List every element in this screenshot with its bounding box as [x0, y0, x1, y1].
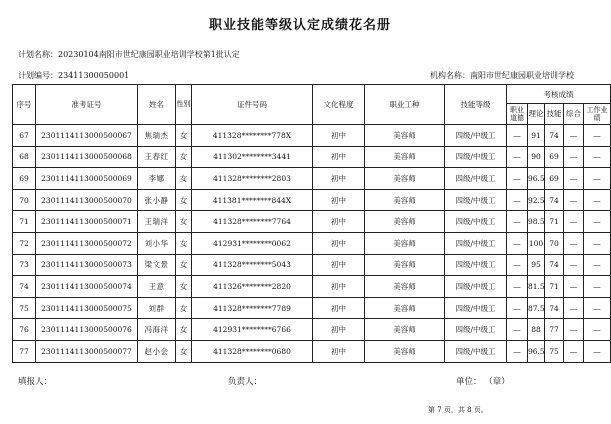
cell-level: 四级/中级工: [445, 276, 507, 298]
cell-education: 初中: [313, 297, 365, 319]
cell-work-performance: —: [584, 319, 611, 341]
cell-occupation: 美容师: [365, 297, 445, 319]
header-id-no: 证件号码: [192, 85, 313, 125]
cell-comprehensive: —: [564, 254, 584, 276]
table-row: [13, 125, 611, 147]
cell-exam-no: 2301114113000500069: [36, 168, 138, 190]
cell-exam-no: 2301114113000500070: [36, 189, 138, 211]
cell-ethics: —: [507, 211, 528, 233]
header-work-performance: 工作业绩: [584, 104, 611, 125]
cell-occupation: 美容师: [365, 125, 445, 147]
cell-occupation: 美容师: [365, 189, 445, 211]
cell-gender: 女: [176, 168, 192, 190]
unit-seal-label: 单位： （章）: [456, 377, 510, 387]
cell-occupation: 美容师: [365, 319, 445, 341]
cell-id-no: 411328********7789: [192, 297, 313, 319]
cell-ethics: —: [507, 276, 528, 298]
cell-exam-no: 2301114113000500072: [36, 232, 138, 254]
cell-education: 初中: [313, 340, 365, 362]
responsible-label: 负责人：: [228, 377, 263, 387]
header-name: 姓名: [138, 85, 176, 125]
cell-education: 初中: [313, 125, 365, 147]
cell-seq: 68: [13, 146, 36, 168]
cell-gender: 女: [176, 254, 192, 276]
cell-skill: 74: [545, 189, 564, 211]
cell-name: 冯海洋: [138, 319, 176, 341]
table-row: [13, 211, 611, 233]
cell-id-no: 411328********778X: [192, 125, 313, 147]
organization-name: 机构名称：南阳市世纪康园职业培训学校: [430, 71, 574, 80]
cell-level: 四级/中级工: [445, 254, 507, 276]
cell-name: 王瑞洋: [138, 211, 176, 233]
page-title: 职业技能等级认定成绩花名册: [208, 18, 391, 33]
cell-skill: 71: [545, 276, 564, 298]
cell-comprehensive: —: [564, 340, 584, 362]
cell-comprehensive: —: [564, 146, 584, 168]
cell-id-no: 411328********7764: [192, 211, 313, 233]
header-seq: 序号: [13, 85, 36, 125]
cell-seq: 70: [13, 189, 36, 211]
cell-exam-no: 2301114113000500075: [36, 297, 138, 319]
cell-seq: 72: [13, 232, 36, 254]
header-comprehensive: 综合: [564, 104, 584, 125]
cell-work-performance: —: [584, 232, 611, 254]
cell-skill: 74: [545, 254, 564, 276]
cell-theory: 95: [528, 254, 545, 276]
cell-seq: 71: [13, 211, 36, 233]
cell-skill: 77: [545, 319, 564, 341]
header-occupation: 职业工种: [365, 85, 445, 125]
cell-skill: 70: [545, 232, 564, 254]
cell-name: 王意: [138, 276, 176, 298]
cell-theory: 96.5: [528, 340, 545, 362]
cell-exam-no: 2301114113000500071: [36, 211, 138, 233]
score-roster-table: [12, 84, 611, 363]
cell-work-performance: —: [584, 146, 611, 168]
cell-comprehensive: —: [564, 189, 584, 211]
cell-gender: 女: [176, 319, 192, 341]
cell-seq: 74: [13, 276, 36, 298]
cell-level: 四级/中级工: [445, 211, 507, 233]
filler-label: 填报人：: [18, 377, 53, 387]
cell-skill: 74: [545, 297, 564, 319]
cell-work-performance: —: [584, 168, 611, 190]
cell-ethics: —: [507, 232, 528, 254]
cell-work-performance: —: [584, 276, 611, 298]
cell-gender: 女: [176, 232, 192, 254]
cell-ethics: —: [507, 319, 528, 341]
cell-work-performance: —: [584, 189, 611, 211]
header-skill: 技能: [545, 104, 564, 125]
cell-exam-no: 2301114113000500073: [36, 254, 138, 276]
cell-id-no: 411326********2820: [192, 276, 313, 298]
cell-comprehensive: —: [564, 297, 584, 319]
header-level: 技能等级: [445, 85, 507, 125]
cell-theory: 90: [528, 146, 545, 168]
cell-skill: 74: [545, 125, 564, 147]
cell-theory: 98.5: [528, 211, 545, 233]
cell-id-no: 411381********844X: [192, 189, 313, 211]
header-gender: 性别: [176, 85, 192, 125]
cell-seq: 76: [13, 319, 36, 341]
cell-skill: 69: [545, 146, 564, 168]
cell-exam-no: 2301114113000500077: [36, 340, 138, 362]
cell-seq: 67: [13, 125, 36, 147]
cell-gender: 女: [176, 276, 192, 298]
cell-exam-no: 2301114113000500076: [36, 319, 138, 341]
cell-gender: 女: [176, 146, 192, 168]
cell-comprehensive: —: [564, 276, 584, 298]
cell-comprehensive: —: [564, 125, 584, 147]
cell-exam-no: 2301114113000500074: [36, 276, 138, 298]
cell-gender: 女: [176, 189, 192, 211]
table-row: [13, 168, 611, 190]
cell-ethics: —: [507, 189, 528, 211]
cell-education: 初中: [313, 232, 365, 254]
cell-level: 四级/中级工: [445, 340, 507, 362]
cell-education: 初中: [313, 189, 365, 211]
cell-level: 四级/中级工: [445, 168, 507, 190]
cell-level: 四级/中级工: [445, 297, 507, 319]
cell-occupation: 美容师: [365, 168, 445, 190]
cell-education: 初中: [313, 319, 365, 341]
cell-seq: 69: [13, 168, 36, 190]
cell-ethics: —: [507, 146, 528, 168]
table-row: [13, 146, 611, 168]
header-education: 文化程度: [313, 85, 365, 125]
cell-education: 初中: [313, 254, 365, 276]
cell-skill: 69: [545, 168, 564, 190]
cell-comprehensive: —: [564, 232, 584, 254]
table-row: [13, 232, 611, 254]
cell-work-performance: —: [584, 211, 611, 233]
cell-ethics: —: [507, 125, 528, 147]
cell-gender: 女: [176, 211, 192, 233]
table-row: [13, 319, 611, 341]
cell-level: 四级/中级工: [445, 232, 507, 254]
cell-id-no: 412931********6766: [192, 319, 313, 341]
table-row: [13, 254, 611, 276]
cell-id-no: 411302********3441: [192, 146, 313, 168]
cell-occupation: 美容师: [365, 340, 445, 362]
cell-comprehensive: —: [564, 319, 584, 341]
cell-theory: 92.5: [528, 189, 545, 211]
plan-number: 计划编号：23411300050001: [18, 71, 130, 80]
cell-comprehensive: —: [564, 211, 584, 233]
cell-education: 初中: [313, 146, 365, 168]
header-exam-no: 准考证号: [36, 85, 138, 125]
cell-occupation: 美容师: [365, 254, 445, 276]
cell-work-performance: —: [584, 340, 611, 362]
cell-id-no: 411328********5043: [192, 254, 313, 276]
cell-id-no: 412931********0062: [192, 232, 313, 254]
cell-theory: 87.5: [528, 297, 545, 319]
cell-skill: 75: [545, 340, 564, 362]
cell-name: 刘群: [138, 297, 176, 319]
cell-work-performance: —: [584, 125, 611, 147]
table-row: [13, 189, 611, 211]
cell-occupation: 美容师: [365, 276, 445, 298]
cell-theory: 100: [528, 232, 545, 254]
plan-name: 计划名称：20230104南阳市世纪康园职业培训学校第1批认定: [18, 50, 240, 59]
cell-gender: 女: [176, 340, 192, 362]
cell-name: 王春红: [138, 146, 176, 168]
cell-occupation: 美容师: [365, 232, 445, 254]
cell-name: 焦瑞杰: [138, 125, 176, 147]
cell-name: 梁文景: [138, 254, 176, 276]
cell-seq: 73: [13, 254, 36, 276]
cell-ethics: —: [507, 297, 528, 319]
cell-comprehensive: —: [564, 168, 584, 190]
cell-seq: 75: [13, 297, 36, 319]
cell-exam-no: 2301114113000500067: [36, 125, 138, 147]
cell-ethics: —: [507, 168, 528, 190]
cell-name: 刘小华: [138, 232, 176, 254]
cell-gender: 女: [176, 297, 192, 319]
cell-level: 四级/中级工: [445, 125, 507, 147]
cell-theory: 88: [528, 319, 545, 341]
cell-exam-no: 2301114113000500068: [36, 146, 138, 168]
cell-occupation: 美容师: [365, 146, 445, 168]
cell-id-no: 411328********2803: [192, 168, 313, 190]
cell-education: 初中: [313, 168, 365, 190]
cell-level: 四级/中级工: [445, 146, 507, 168]
table-row: [13, 276, 611, 298]
cell-theory: 91: [528, 125, 545, 147]
cell-name: 李娜: [138, 168, 176, 190]
cell-gender: 女: [176, 125, 192, 147]
header-theory: 理论: [528, 104, 545, 125]
cell-education: 初中: [313, 211, 365, 233]
cell-theory: 81.5: [528, 276, 545, 298]
cell-work-performance: —: [584, 254, 611, 276]
table-row: [13, 340, 611, 362]
cell-name: 赵小会: [138, 340, 176, 362]
header-ethics: 职业道德: [507, 104, 528, 125]
cell-education: 初中: [313, 276, 365, 298]
header-scores: 考核成绩: [507, 85, 611, 104]
cell-id-no: 411328********0680: [192, 340, 313, 362]
cell-seq: 77: [13, 340, 36, 362]
cell-skill: 71: [545, 211, 564, 233]
cell-ethics: —: [507, 254, 528, 276]
cell-level: 四级/中级工: [445, 189, 507, 211]
table-row: [13, 297, 611, 319]
cell-level: 四级/中级工: [445, 319, 507, 341]
cell-ethics: —: [507, 340, 528, 362]
cell-work-performance: —: [584, 297, 611, 319]
cell-occupation: 美容师: [365, 211, 445, 233]
page-number: 第 7 页，共 8 页。: [428, 406, 488, 414]
cell-name: 张小静: [138, 189, 176, 211]
cell-theory: 96.5: [528, 168, 545, 190]
